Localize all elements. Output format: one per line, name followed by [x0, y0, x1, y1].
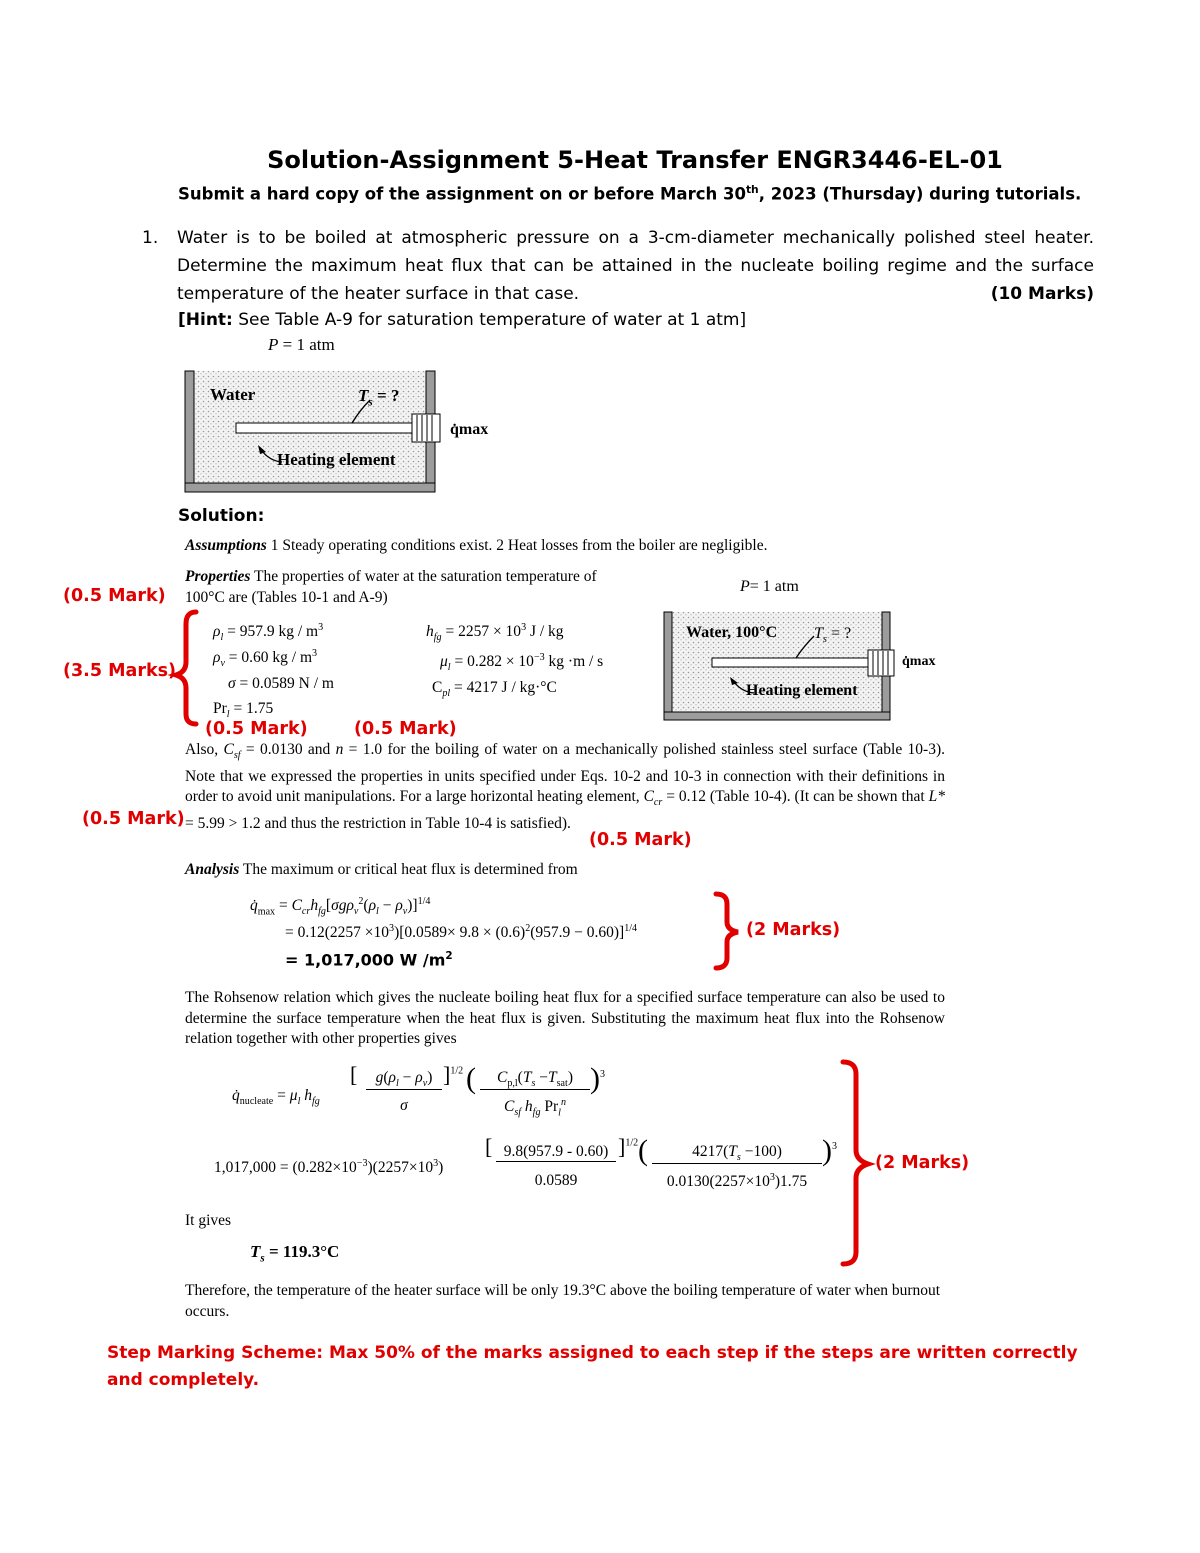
hint: [Hint: See Table A-9 for saturation temperature of water at 1 atm] — [178, 310, 747, 330]
bracket-left-2: [ — [485, 1134, 493, 1159]
bracket-right-2: ]$^{1/2}$ — [618, 1134, 639, 1159]
prop-rho-v: $\rho_v = 0.60$ kg / $m^3$ — [213, 648, 318, 670]
mark-csf: (0.5 Mark) — [205, 719, 308, 739]
paren-left-1: ( — [466, 1062, 476, 1095]
eq-rohsenow-den2: $C_{sf}$ $h_{fg}$ $Pr_l^n$ — [503, 1097, 566, 1119]
conclusion-paragraph: Therefore, the temperature of the heater surface will be only 19.3°C above the boiling temperature of water when burnout occurs. — [185, 1282, 941, 1320]
mark-properties: (0.5 Mark) — [63, 586, 166, 606]
mark-surface-temp: (2 Marks) — [875, 1153, 970, 1173]
water-label-2: Water, 100°C — [686, 624, 778, 641]
page-title: Solution-Assignment 5-Heat Transfer ENGR3446-EL-01 — [267, 146, 1003, 174]
eq-rohsenow-den1: σ — [400, 1097, 408, 1114]
prop-rho-l: $\rho_l = 957.9$ kg / $m^3$ — [213, 622, 324, 644]
brace-qmax — [716, 894, 738, 968]
mark-n: (0.5 Mark) — [354, 719, 457, 739]
prop-prandtl: $Pr_l = 1.75$ — [213, 700, 274, 721]
eq-substituted-num1: 9.8(957.9 - 0.60) — [496, 1143, 616, 1162]
paren-right-1: )$^3$ — [590, 1062, 605, 1095]
question-marks: (10 Marks) — [990, 284, 1094, 304]
eq-rohsenow-num1: $g(\rho_l - \rho_v)$ — [366, 1069, 442, 1090]
marking-scheme-note: Step Marking Scheme: Max 50% of the marks assigned to each step if the steps are written correctly and completely. — [107, 1343, 1078, 1390]
eq-qmax-substitution: = $0.12(2257 \times 10^3)[0.0589\times 9.8 \times (0.6)^2(957.9 - 0.60)]^{1/4}$ — [285, 923, 638, 942]
heating-element-label-2: Heating element — [746, 682, 858, 699]
analysis-paragraph: Analysis The maximum or critical heat flux is determined from — [185, 861, 578, 878]
qmax-label-1: q̇max — [450, 421, 489, 438]
solution-label: Solution: — [178, 506, 265, 526]
properties-paragraph: Properties The properties of water at the saturation temperature of 100°C are (Tables 10-1 and A-9) — [185, 568, 597, 606]
brace-ts — [843, 1062, 868, 1264]
prop-sigma: σ = 0.0589 N / m — [228, 675, 334, 692]
prop-mu: $\mu_l = 0.282 \times 10^{-3}$ kg ·m / s — [440, 652, 604, 674]
submission-note: Submit a hard copy of the assignment on or before March 30th, 2023 (Thursday) during tutorials. — [178, 183, 1082, 204]
question-number: 1. — [142, 228, 159, 248]
eq-rohsenow-num2: $C_{p,l}(T_s -T_{sat})$ — [480, 1069, 590, 1090]
mark-ccr: (0.5 Mark) — [82, 809, 185, 829]
qmax-label-2: q̇max — [902, 654, 936, 669]
assumptions-paragraph: Assumptions 1 Steady operating conditions exist. 2 Heat losses from the boiler are negligible. — [185, 537, 768, 554]
pressure-label-2: P= 1 atm — [740, 578, 799, 595]
water-label-1: Water — [210, 385, 256, 404]
pressure-label-1: P = 1 atm — [268, 335, 335, 354]
eq-qmax-result: = 1,017,000 W $/m^2$ — [285, 950, 453, 970]
bracket-left-1: [ — [350, 1062, 358, 1087]
eq-substituted-den2: $0.0130(2257\times 10^3)1.75$ — [666, 1172, 808, 1191]
mark-property-table: (3.5 Marks) — [63, 661, 176, 681]
eq-qmax-formula: $q̇_{max} = C_{cr}h_{fg}[\sigma g\rho_v^2(\rho_l - \rho_v)]^{1/4}$ — [250, 896, 431, 918]
eq-substituted-num2: $4217(T_s -100)$ — [652, 1143, 822, 1164]
heating-element-label-1: Heating element — [277, 450, 396, 469]
mark-qmax: (2 Marks) — [746, 920, 841, 940]
question-text: Water is to be boiled at atmospheric pressure on a 3-cm-diameter mechanically polished steel heater. Determine the maximum heat flux that can be attained in the nucleate boiling regime and the surface temperature of the heater surface in that case. — [177, 228, 1094, 304]
surface-temp-label-2: $T_s$ = ? — [814, 625, 852, 646]
prop-cp: $C_{pl} = 4217$ J / kg·°C — [432, 679, 557, 700]
it-gives-label: It gives — [185, 1212, 232, 1229]
paren-left-2: ( — [638, 1134, 648, 1167]
bracket-right-1: ]$^{1/2}$ — [443, 1062, 464, 1087]
paren-right-2: )$^3$ — [822, 1134, 837, 1167]
eq-substituted-lhs: $1,017,000 = (0.282\times 10^{-3})(2257\times 10^3)$ — [214, 1158, 444, 1177]
rohsenow-paragraph: The Rohsenow relation which gives the nucleate boiling heat flux for a specified surface temperature can also be used to determine the surface temperature when the heat flux is given. Substituting the maximum heat flux into the Rohsenow relation together with other properties gives — [185, 989, 945, 1047]
result-ts: $T_s = 119.3^\circ C$ — [250, 1242, 340, 1265]
brace-properties — [176, 612, 196, 724]
mark-lstar: (0.5 Mark) — [589, 830, 692, 850]
eq-rohsenow-lhs: $q̇_{nucleate} = \mu_l$ $h_{fg}$ — [232, 1087, 320, 1108]
also-paragraph: Also, $C_{sf} = 0.0130$ and n = 1.0 for the boiling of water on a mechanically polished stainless steel surface (Table 10-3). Note that we expressed the properties in units specified under Eqs. 10-2 and 10-3 in connection with their definitions in order to avoid unit manipulations. For a large horizontal heating element, $C_{cr} = 0.12$ (Table 10-4). (It can be shown that L* = 5.99 > 1.2 and thus the restriction in Table 10-4 is satisfied). — [185, 741, 945, 832]
eq-substituted-den1: 0.0589 — [534, 1172, 578, 1189]
prop-hfg: $h_{fg} = 2257 \times 10^3$ J / kg — [426, 622, 564, 644]
surface-temp-label-1: $T_s$ = ? — [358, 386, 400, 409]
